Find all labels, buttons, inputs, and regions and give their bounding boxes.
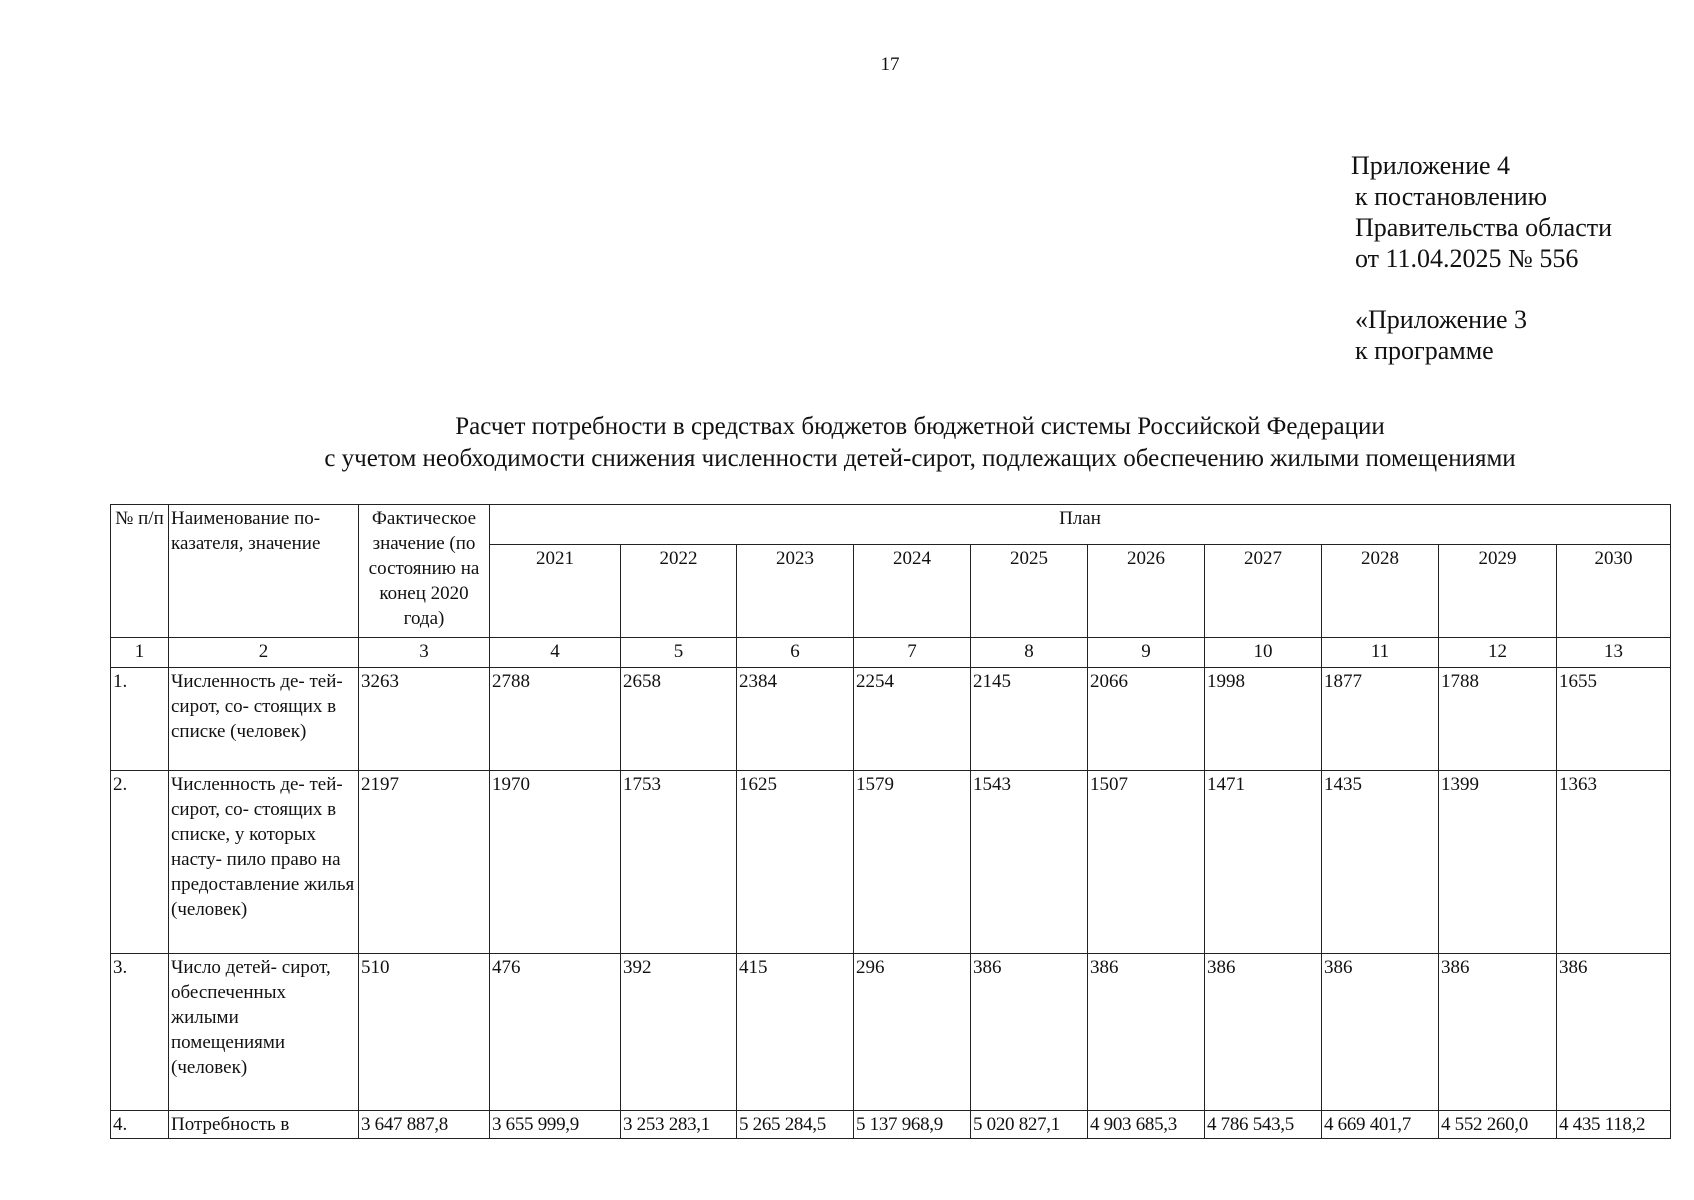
header-year: 2028 bbox=[1322, 545, 1439, 638]
row-value: 1753 bbox=[621, 771, 737, 954]
data-table bbox=[110, 504, 1671, 1139]
row-value: 1625 bbox=[737, 771, 854, 954]
row-value: 3 253 283,1 bbox=[621, 1111, 737, 1139]
document-title bbox=[190, 411, 1650, 475]
row-value: 4 903 685,3 bbox=[1088, 1111, 1205, 1139]
row-value: 3 655 999,9 bbox=[490, 1111, 621, 1139]
header-year: 2026 bbox=[1088, 545, 1205, 638]
column-number: 6 bbox=[737, 638, 854, 668]
header-year: 2024 bbox=[854, 545, 971, 638]
header-no: № п/п bbox=[111, 505, 169, 638]
row-value: 1507 bbox=[1088, 771, 1205, 954]
row-value: 5 020 827,1 bbox=[971, 1111, 1088, 1139]
row-name: Потребность в bbox=[169, 1111, 359, 1139]
appendix-line: к постановлению bbox=[1355, 182, 1548, 211]
row-value: 5 137 968,9 bbox=[854, 1111, 971, 1139]
appendix-line: «Приложение 3 bbox=[1355, 305, 1528, 334]
header-name: Наименование по- казателя, значение bbox=[169, 505, 359, 638]
row-value: 392 bbox=[621, 954, 737, 1111]
column-number: 12 bbox=[1439, 638, 1557, 668]
row-value: 1399 bbox=[1439, 771, 1557, 954]
appendix-line: Правительства области bbox=[1355, 213, 1613, 242]
column-number: 9 bbox=[1088, 638, 1205, 668]
table-row bbox=[111, 954, 1671, 1111]
row-name: Число детей- сирот, обеспеченных жилыми помещениями (человек) bbox=[169, 954, 359, 1111]
row-value: 5 265 284,5 bbox=[737, 1111, 854, 1139]
row-value: 386 bbox=[1322, 954, 1439, 1111]
header-year: 2021 bbox=[490, 545, 621, 638]
row-fact: 510 bbox=[359, 954, 490, 1111]
appendix-line: к программе bbox=[1355, 336, 1494, 365]
table-row bbox=[111, 668, 1671, 771]
row-name: Численность де- тей-сирот, со- стоящих в списке, у которых насту- пило право на предоставление жилья (человек) bbox=[169, 771, 359, 954]
column-number: 5 bbox=[621, 638, 737, 668]
column-number: 10 bbox=[1205, 638, 1322, 668]
table-row bbox=[111, 1111, 1671, 1139]
row-value: 386 bbox=[1088, 954, 1205, 1111]
row-fact: 2197 bbox=[359, 771, 490, 954]
row-value: 415 bbox=[737, 954, 854, 1111]
column-number: 4 bbox=[490, 638, 621, 668]
column-number: 1 bbox=[111, 638, 169, 668]
header-year: 2025 bbox=[971, 545, 1088, 638]
header-year: 2029 bbox=[1439, 545, 1557, 638]
table-row bbox=[111, 771, 1671, 954]
header-year: 2030 bbox=[1557, 545, 1671, 638]
row-value: 1363 bbox=[1557, 771, 1671, 954]
row-value: 1998 bbox=[1205, 668, 1322, 771]
row-value: 4 552 260,0 bbox=[1439, 1111, 1557, 1139]
row-value: 2145 bbox=[971, 668, 1088, 771]
appendix-block bbox=[1351, 150, 1612, 366]
row-value: 4 669 401,7 bbox=[1322, 1111, 1439, 1139]
header-plan: План bbox=[490, 505, 1671, 545]
row-value: 2254 bbox=[854, 668, 971, 771]
row-number: 3. bbox=[111, 954, 169, 1111]
row-value: 386 bbox=[1439, 954, 1557, 1111]
row-value: 1435 bbox=[1322, 771, 1439, 954]
row-value: 386 bbox=[971, 954, 1088, 1111]
row-value: 386 bbox=[1557, 954, 1671, 1111]
row-value: 1877 bbox=[1322, 668, 1439, 771]
appendix-line: Приложение 4 bbox=[1351, 151, 1511, 180]
row-value: 1579 bbox=[854, 771, 971, 954]
column-number: 7 bbox=[854, 638, 971, 668]
row-value: 1788 bbox=[1439, 668, 1557, 771]
column-number: 11 bbox=[1322, 638, 1439, 668]
row-value: 4 435 118,2 bbox=[1557, 1111, 1671, 1139]
row-name: Численность де- тей-сирот, со- стоящих в списке (человек) bbox=[169, 668, 359, 771]
header-year: 2022 bbox=[621, 545, 737, 638]
appendix-line: от 11.04.2025 № 556 bbox=[1355, 244, 1579, 273]
row-value: 476 bbox=[490, 954, 621, 1111]
row-value: 2658 bbox=[621, 668, 737, 771]
row-value: 386 bbox=[1205, 954, 1322, 1111]
row-fact: 3 647 887,8 bbox=[359, 1111, 490, 1139]
header-year: 2023 bbox=[737, 545, 854, 638]
row-value: 1655 bbox=[1557, 668, 1671, 771]
row-value: 296 bbox=[854, 954, 971, 1111]
row-value: 1471 bbox=[1205, 771, 1322, 954]
row-number: 4. bbox=[111, 1111, 169, 1139]
row-value: 1543 bbox=[971, 771, 1088, 954]
row-value: 1970 bbox=[490, 771, 621, 954]
header-fact: Фактическое значение (по состоянию на конец 2020 года) bbox=[359, 505, 490, 638]
row-value: 2788 bbox=[490, 668, 621, 771]
row-value: 2384 bbox=[737, 668, 854, 771]
page-number: 17 bbox=[880, 54, 900, 75]
row-number: 2. bbox=[111, 771, 169, 954]
column-number: 2 bbox=[169, 638, 359, 668]
row-number: 1. bbox=[111, 668, 169, 771]
row-value: 4 786 543,5 bbox=[1205, 1111, 1322, 1139]
header-year: 2027 bbox=[1205, 545, 1322, 638]
column-number: 13 bbox=[1557, 638, 1671, 668]
title-line: Расчет потребности в средствах бюджетов бюджетной системы Российской Федерации bbox=[455, 413, 1385, 440]
title-line: с учетом необходимости снижения численности детей-сирот, подлежащих обеспечению жилыми помещениями bbox=[324, 445, 1516, 472]
column-number: 8 bbox=[971, 638, 1088, 668]
row-value: 2066 bbox=[1088, 668, 1205, 771]
column-number: 3 bbox=[359, 638, 490, 668]
row-fact: 3263 bbox=[359, 668, 490, 771]
